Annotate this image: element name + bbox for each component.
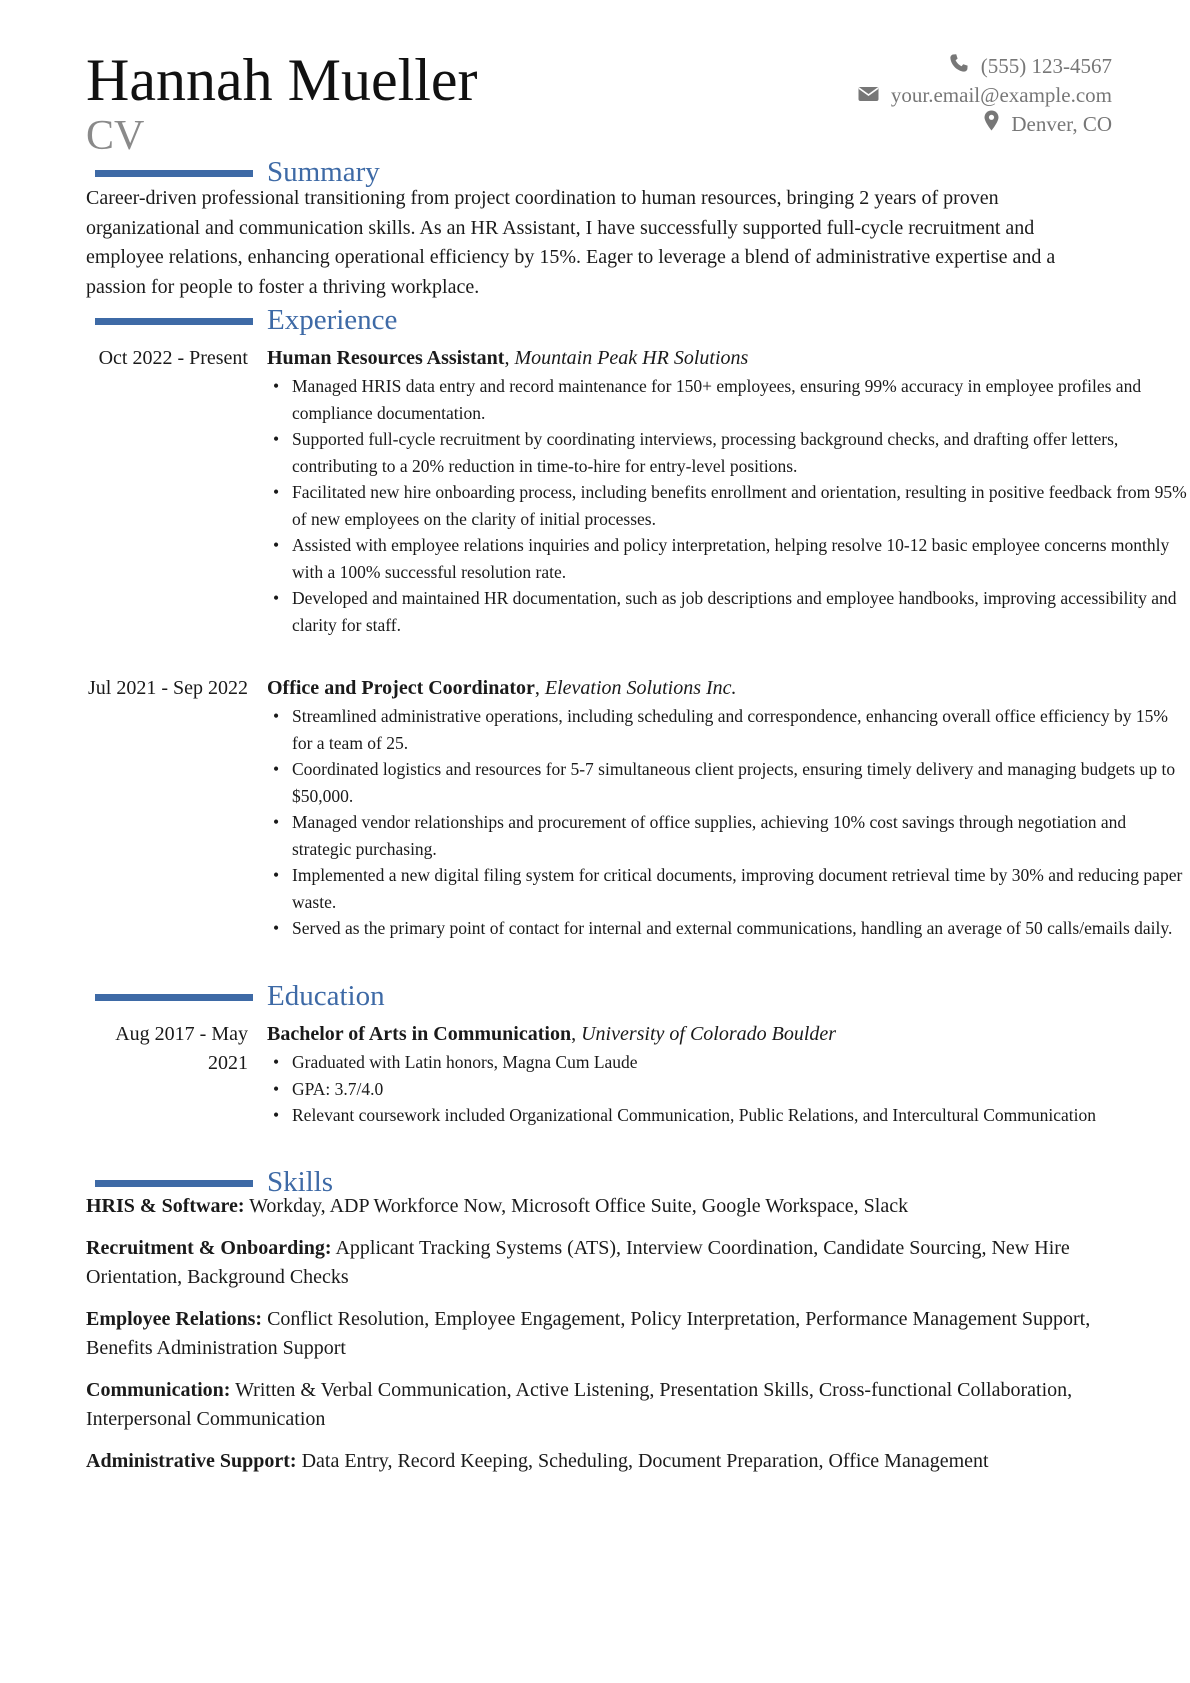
skill-category: HRIS & Software:: [86, 1195, 245, 1217]
skill-values: Conflict Resolution, Employee Engagement, Policy Interpretation, Performance Management Support, Benefits Administration Support: [86, 1307, 1091, 1359]
skill-category: Communication:: [86, 1378, 231, 1401]
entry-organization: University of Colorado Boulder: [581, 1023, 837, 1045]
contact-block: [858, 52, 1112, 139]
entry-body: [267, 674, 1187, 942]
list-item: • Graduated with Latin honors, Magna Cum Laude: [267, 1049, 1187, 1076]
map-pin-icon: [984, 110, 1011, 139]
entry-organization: Mountain Peak HR Solutions: [514, 347, 749, 369]
entry-heading: Office and Project Coordinator, Elevation Solutions Inc.: [267, 677, 737, 699]
contact-phone[interactable]: [858, 52, 1112, 81]
list-item: • Supported full-cycle recruitment by coordinating interviews, processing background checks, and drafting offer letters, contributing to a 20% reduction in time-to-hire for entry-level positions.: [267, 426, 1187, 479]
entry-heading: Bachelor of Arts in Communication, University of Colorado Boulder: [267, 1023, 837, 1045]
entry-date: Jul 2021 - Sep 2022: [88, 677, 248, 699]
entry-role: Human Resources Assistant: [267, 347, 505, 369]
email-address: your.email@example.com: [890, 83, 1112, 107]
skill-values: Applicant Tracking Systems (ATS), Interview Coordination, Candidate Sourcing, New Hire Orientation, Background Checks: [86, 1236, 1070, 1288]
list-item: • Implemented a new digital filing system for critical documents, improving document retrieval time by 30% and reducing paper waste.: [267, 862, 1187, 915]
entry-organization: Elevation Solutions Inc.: [544, 677, 737, 699]
section-accent-bar: [95, 994, 253, 1001]
person-name: Hannah Mueller: [86, 47, 478, 113]
entry-body: [267, 344, 1187, 638]
entry-date: Oct 2022 - Present: [98, 347, 248, 369]
skills-list: [86, 1192, 1114, 1488]
skill-group: [86, 1447, 1114, 1477]
section-accent-bar: [95, 170, 253, 177]
skill-category: Administrative Support:: [86, 1449, 297, 1472]
document-subtitle: CV: [86, 113, 145, 159]
location-text: Denver, CO: [1011, 112, 1112, 136]
list-item: • Managed HRIS data entry and record maintenance for 150+ employees, ensuring 99% accuracy in employee profiles and compliance documentation.: [267, 373, 1187, 426]
entry-bullets: [267, 1049, 1187, 1129]
section-title-education: Education: [267, 980, 385, 1012]
list-item: • Facilitated new hire onboarding process, including benefits enrollment and orientation, resulting in positive feedback from 95% of new employees on the clarity of initial processes.: [267, 479, 1187, 532]
list-item: • Streamlined administrative operations, including scheduling and correspondence, enhancing overall office efficiency by 15% for a team of 25.: [267, 703, 1187, 756]
section-accent-bar: [95, 318, 253, 325]
section-title-summary: Summary: [267, 156, 380, 188]
entry-date: Aug 2017 - May 2021: [115, 1023, 248, 1074]
section-accent-bar: [95, 1180, 253, 1187]
entry-bullets: [267, 373, 1187, 638]
list-item: • Served as the primary point of contact for internal and external communications, handling an average of 50 calls/emails daily.: [267, 915, 1187, 942]
experience-section-header: [95, 303, 1095, 337]
skill-group: [86, 1234, 1114, 1293]
skill-group: [86, 1305, 1114, 1364]
list-item: • Managed vendor relationships and procurement of office supplies, achieving 10% cost savings through negotiation and strategic purchasing.: [267, 809, 1187, 862]
list-item: • Relevant coursework included Organizational Communication, Public Relations, and Intercultural Communication: [267, 1102, 1187, 1129]
contact-location: [858, 110, 1112, 139]
skill-values: Written & Verbal Communication, Active Listening, Presentation Skills, Cross-functional Collaboration, Interpersonal Communication: [86, 1378, 1073, 1430]
list-item: • Assisted with employee relations inquiries and policy interpretation, helping resolve 10-12 basic employee concerns monthly with a 100% successful resolution rate.: [267, 532, 1187, 585]
skill-category: Employee Relations:: [86, 1307, 263, 1330]
phone-number: (555) 123-4567: [980, 54, 1112, 78]
summary-text: Career-driven professional transitioning from project coordination to human resources, bringing 2 years of proven organizational and communication skills. As an HR Assistant, I have successfully supported full-cycle recruitment and employee relations, enhancing operational efficiency by 15%. Eager to leverage a blend of administrative expertise and a passion for people to foster a thriving workplace.: [86, 187, 1056, 298]
list-item: • Developed and maintained HR documentation, such as job descriptions and employee handbooks, improving accessibility and clarity for staff.: [267, 585, 1187, 638]
skill-group: [86, 1192, 1114, 1222]
entry-body: [267, 1020, 1187, 1129]
entry-role: Office and Project Coordinator: [267, 677, 535, 699]
skill-values: Data Entry, Record Keeping, Scheduling, Document Preparation, Office Management: [301, 1449, 989, 1472]
education-section-header: [95, 979, 1095, 1013]
entry-role: Bachelor of Arts in Communication: [267, 1023, 572, 1045]
skill-values: Workday, ADP Workforce Now, Microsoft Office Suite, Google Workspace, Slack: [249, 1195, 909, 1217]
skill-category: Recruitment & Onboarding:: [86, 1236, 332, 1259]
envelope-icon: [858, 81, 891, 110]
entry-bullets: [267, 703, 1187, 942]
section-title-skills: Skills: [267, 1166, 334, 1198]
entry-heading: Human Resources Assistant, Mountain Peak HR Solutions: [267, 347, 749, 369]
contact-email[interactable]: [858, 81, 1112, 110]
skill-group: [86, 1376, 1114, 1435]
list-item: • GPA: 3.7/4.0: [267, 1076, 1187, 1103]
phone-icon: [949, 52, 981, 81]
list-item: • Coordinated logistics and resources for 5-7 simultaneous client projects, ensuring timely delivery and managing budgets up to $50,000.: [267, 756, 1187, 809]
section-title-experience: Experience: [267, 304, 398, 336]
